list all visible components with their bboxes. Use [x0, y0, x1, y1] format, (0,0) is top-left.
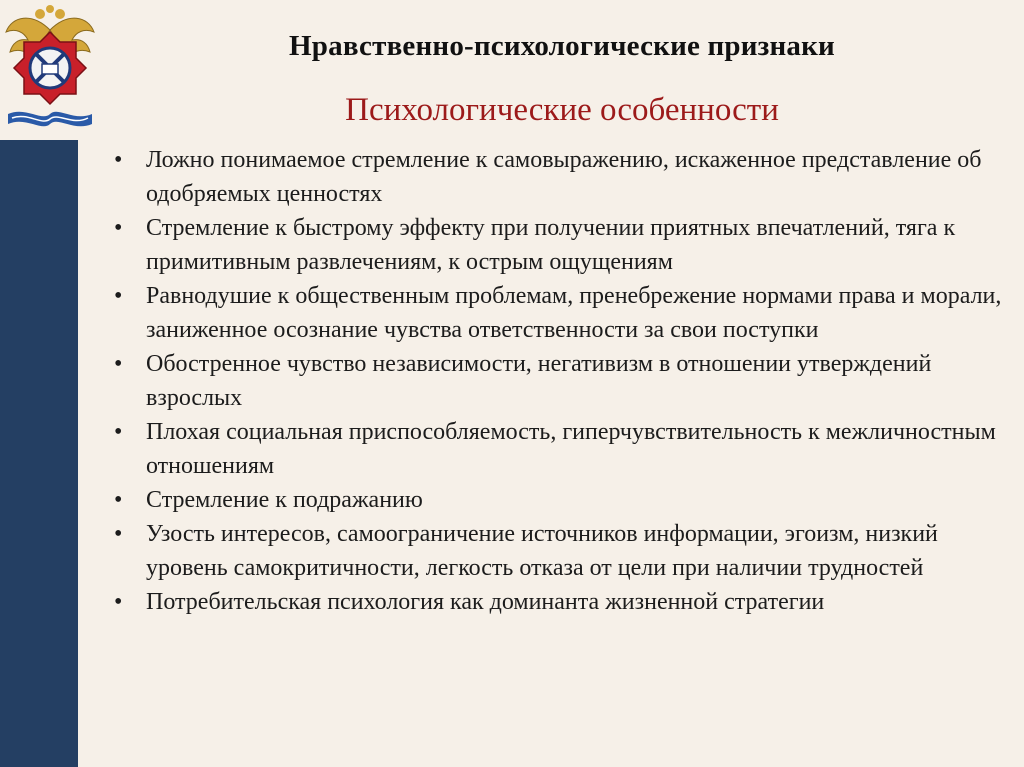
bullet-marker: • — [114, 521, 123, 547]
bullet-marker: • — [114, 589, 123, 615]
bullet-text: Потребительская психология как доминанта жизненной стратегии — [146, 589, 825, 615]
emblem-logo — [2, 2, 98, 134]
list-item — [112, 347, 1007, 415]
list-item — [112, 143, 1007, 211]
bullet-text: Стремление к подражанию — [146, 487, 423, 513]
double-headed-eagle-emblem-icon — [2, 2, 98, 134]
list-item — [112, 585, 1007, 619]
section-subtitle: Психологические особенности — [345, 92, 779, 128]
bullet-text: Стремление к быстрому эффекту при получении приятных впечатлений, тяга к примитивным развлечениям, к острым ощущениям — [146, 215, 956, 275]
bullet-marker: • — [114, 147, 123, 173]
page-title: Нравственно-психологические признаки — [289, 30, 835, 62]
list-item — [112, 279, 1007, 347]
bullet-marker: • — [114, 215, 123, 241]
list-item — [112, 483, 1007, 517]
bullet-marker: • — [114, 487, 123, 513]
bullet-list — [112, 143, 1007, 619]
bullet-text: Равнодушие к общественным проблемам, пренебрежение нормами права и морали, заниженное осознание чувства ответственности за свои поступки — [146, 283, 1002, 343]
bullet-text: Узость интересов, самоограничение источников информации, эгоизм, низкий уровень самокритичности, легкость отказа от цели при наличии трудностей — [146, 521, 938, 581]
bullet-marker: • — [114, 351, 123, 377]
bullet-marker: • — [114, 419, 123, 445]
bullet-text: Ложно понимаемое стремление к самовыражению, искаженное представление об одобряемых ценностях — [146, 147, 982, 207]
sidebar-decor-bar — [0, 140, 78, 767]
bullet-marker: • — [114, 283, 123, 309]
bullet-text: Плохая социальная приспособляемость, гиперчувствительность к межличностным отношениям — [146, 419, 996, 479]
list-item — [112, 415, 1007, 483]
bullet-text: Обостренное чувство независимости, негативизм в отношении утверждений взрослых — [146, 351, 932, 411]
list-item — [112, 517, 1007, 585]
list-item — [112, 211, 1007, 279]
